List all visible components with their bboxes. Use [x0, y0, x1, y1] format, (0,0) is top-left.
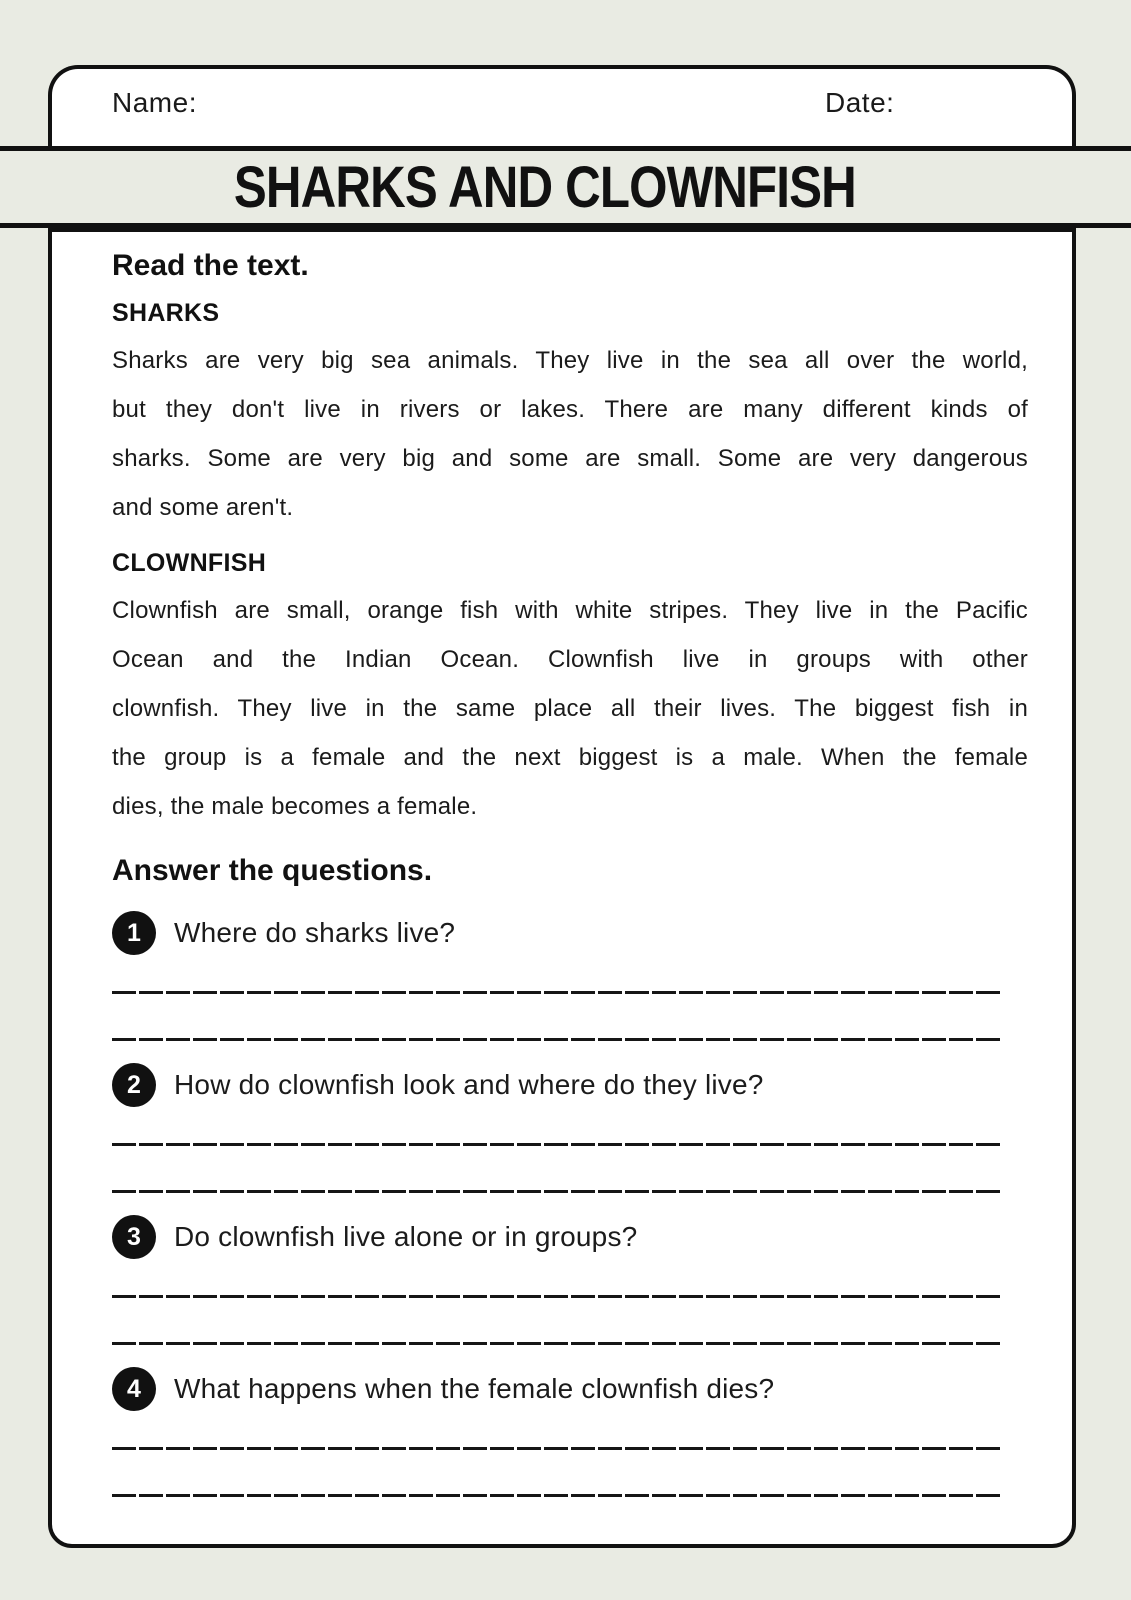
question-1-row	[112, 911, 1028, 955]
text-line: Clownfish are small, orange fish with white stripes. They live in the Pacific	[112, 597, 1028, 624]
clownfish-paragraph	[112, 586, 1028, 831]
question-1	[112, 911, 1028, 1041]
section-heading-sharks: SHARKS	[112, 299, 220, 327]
question-text: What happens when the female clownfish dies?	[174, 1373, 775, 1404]
text-line: Ocean and the Indian Ocean. Clownfish live in groups with other	[112, 646, 1028, 673]
answer-line[interactable]	[112, 1038, 1002, 1041]
answer-line[interactable]	[112, 1143, 1002, 1146]
answer-line[interactable]	[112, 991, 1002, 994]
question-2-row	[112, 1063, 1028, 1107]
sharks-paragraph	[112, 336, 1028, 532]
question-number-badge: 3	[112, 1215, 156, 1259]
name-label: Name:	[112, 87, 197, 118]
text-line: the group is a female and the next biggest is a male. When the female	[112, 744, 1028, 771]
text-line: but they don't live in rivers or lakes. There are many different kinds of	[112, 396, 1028, 423]
question-number-badge: 4	[112, 1367, 156, 1411]
answer-line[interactable]	[112, 1295, 1002, 1298]
answer-line[interactable]	[112, 1190, 1002, 1193]
question-number-badge: 2	[112, 1063, 156, 1107]
date-label: Date:	[825, 87, 895, 118]
question-text: How do clownfish look and where do they live?	[174, 1069, 764, 1100]
text-line: clownfish. They live in the same place all their lives. The biggest fish in	[112, 695, 1028, 722]
name-date-box	[48, 65, 1076, 150]
worksheet-body	[48, 228, 1076, 1548]
question-text: Do clownfish live alone or in groups?	[174, 1221, 638, 1252]
section-heading-clownfish: CLOWNFISH	[112, 549, 267, 577]
answer-line[interactable]	[112, 1494, 1002, 1497]
answer-line[interactable]	[112, 1342, 1002, 1345]
question-4	[112, 1367, 1028, 1497]
read-instruction: Read the text.	[112, 249, 309, 282]
worksheet-title: SHARKS AND CLOWNFISH	[233, 154, 856, 220]
title-banner	[0, 146, 1131, 228]
answer-line[interactable]	[112, 1447, 1002, 1450]
question-3	[112, 1215, 1028, 1345]
text-line: dies, the male becomes a female.	[112, 793, 478, 820]
question-3-row	[112, 1215, 1028, 1259]
question-4-row	[112, 1367, 1028, 1411]
question-text: Where do sharks live?	[174, 917, 456, 948]
text-line: sharks. Some are very big and some are small. Some are very dangerous	[112, 445, 1028, 472]
text-line: Sharks are very big sea animals. They live in the sea all over the world,	[112, 347, 1028, 374]
question-number-badge: 1	[112, 911, 156, 955]
question-2	[112, 1063, 1028, 1193]
text-line: and some aren't.	[112, 494, 294, 521]
answer-instruction: Answer the questions.	[112, 854, 433, 887]
